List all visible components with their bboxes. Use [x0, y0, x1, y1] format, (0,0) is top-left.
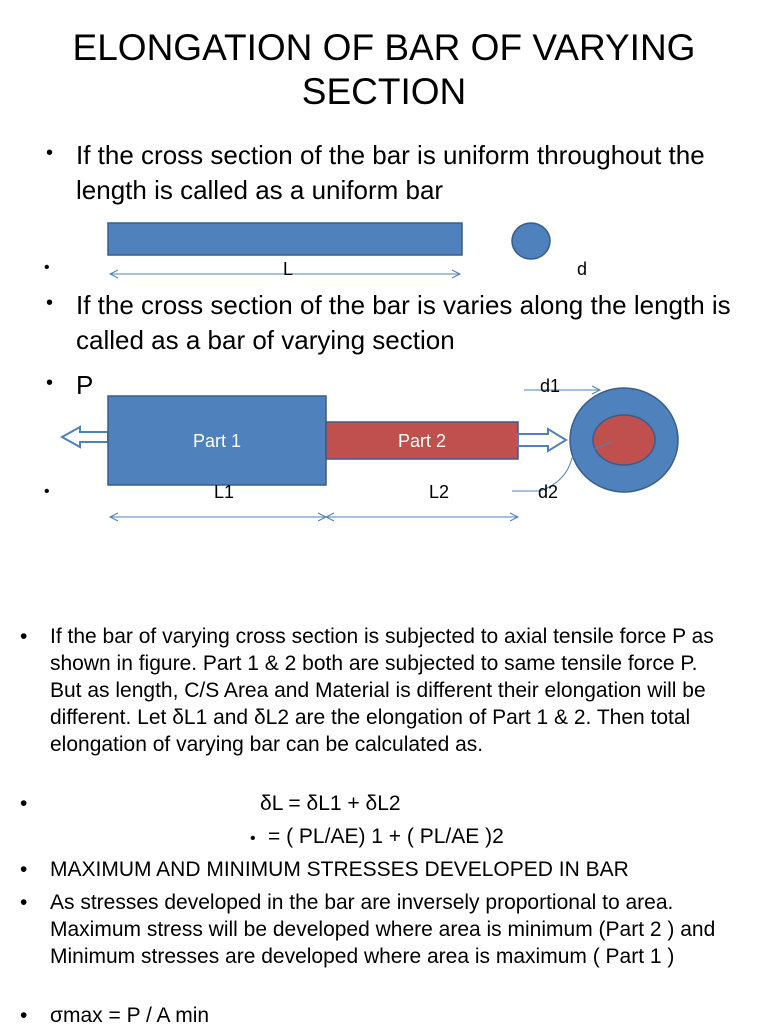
equation-total-elongation	[20, 790, 720, 817]
bullet-dot: •	[46, 142, 54, 164]
equation-text: = ( PL/AE) 1 + ( PL/AE )2	[268, 825, 504, 848]
bullet-dot: •	[250, 830, 256, 847]
bullet-dot: •	[20, 1004, 28, 1027]
equation-text: δL = δL1 + δL2	[260, 792, 401, 815]
varying-bar-explanation	[20, 623, 725, 758]
left-force-arrow	[62, 427, 108, 447]
paragraph-text: If the bar of varying cross section is subjected to axial tensile force P as shown in figure. Part 1 & 2 both are subjected to same tensile force P. But as length, C/S Area and Material is different their elongation will be different. Let δL1 and δL2 are the elongation of Part 1 & 2. Then total elongation of varying bar can be calculated as.	[50, 625, 714, 756]
part-1-label: Part 1	[192, 431, 242, 451]
bullet-dot: •	[44, 259, 50, 276]
bullet-text: If the cross section of the bar is uniform throughout the length is called as a uniform bar	[76, 140, 705, 205]
l1-label: L1	[214, 482, 235, 502]
l2-label: L2	[429, 482, 450, 502]
heading-text: MAXIMUM AND MINIMUM STRESSES DEVELOPED IN BAR	[50, 858, 629, 881]
bullet-dot: •	[20, 891, 28, 914]
bullet-varying-bar	[46, 288, 736, 358]
bullet-dot: •	[20, 792, 28, 815]
uniform-bar-section	[512, 223, 550, 259]
formula-text: σmax = P / A min	[50, 1004, 210, 1027]
equation-expanded	[250, 823, 670, 850]
length-label: L	[283, 259, 294, 279]
bullet-dot: •	[44, 483, 50, 500]
stress-heading	[20, 856, 750, 883]
bullet-text: P	[76, 370, 94, 400]
paragraph-text: As stresses developed in the bar are inversely proportional to area. Maximum stress will be developed where area is minimum (Part 2 ) and Minimum stresses are developed where area is maximum ( Part 1 )	[50, 891, 716, 968]
bullet-dot: •	[46, 292, 54, 314]
bullet-dot: •	[20, 625, 28, 648]
bullet-dot: •	[46, 372, 54, 394]
d2-label: d2	[538, 482, 559, 502]
stepped-bar-figure	[0, 370, 768, 530]
bullet-uniform-bar	[46, 138, 726, 208]
page-title	[0, 26, 768, 114]
inner-section-circle	[593, 415, 655, 465]
right-force-arrow	[518, 429, 566, 451]
part-2-label: Part 2	[397, 431, 447, 451]
uniform-bar	[108, 223, 462, 255]
uniform-bar-figure	[0, 215, 768, 285]
sigma-max-formula	[20, 1002, 520, 1029]
title-line-2: SECTION	[301, 71, 467, 112]
bullet-dot: •	[20, 858, 28, 881]
stress-explanation	[20, 889, 725, 970]
diameter-label: d	[577, 259, 588, 279]
d1-label: d1	[540, 376, 561, 396]
title-line-1: ELONGATION OF BAR OF VARYING	[72, 27, 696, 68]
bullet-text: If the cross section of the bar is varies along the length is called as a bar of varying section	[76, 290, 731, 355]
